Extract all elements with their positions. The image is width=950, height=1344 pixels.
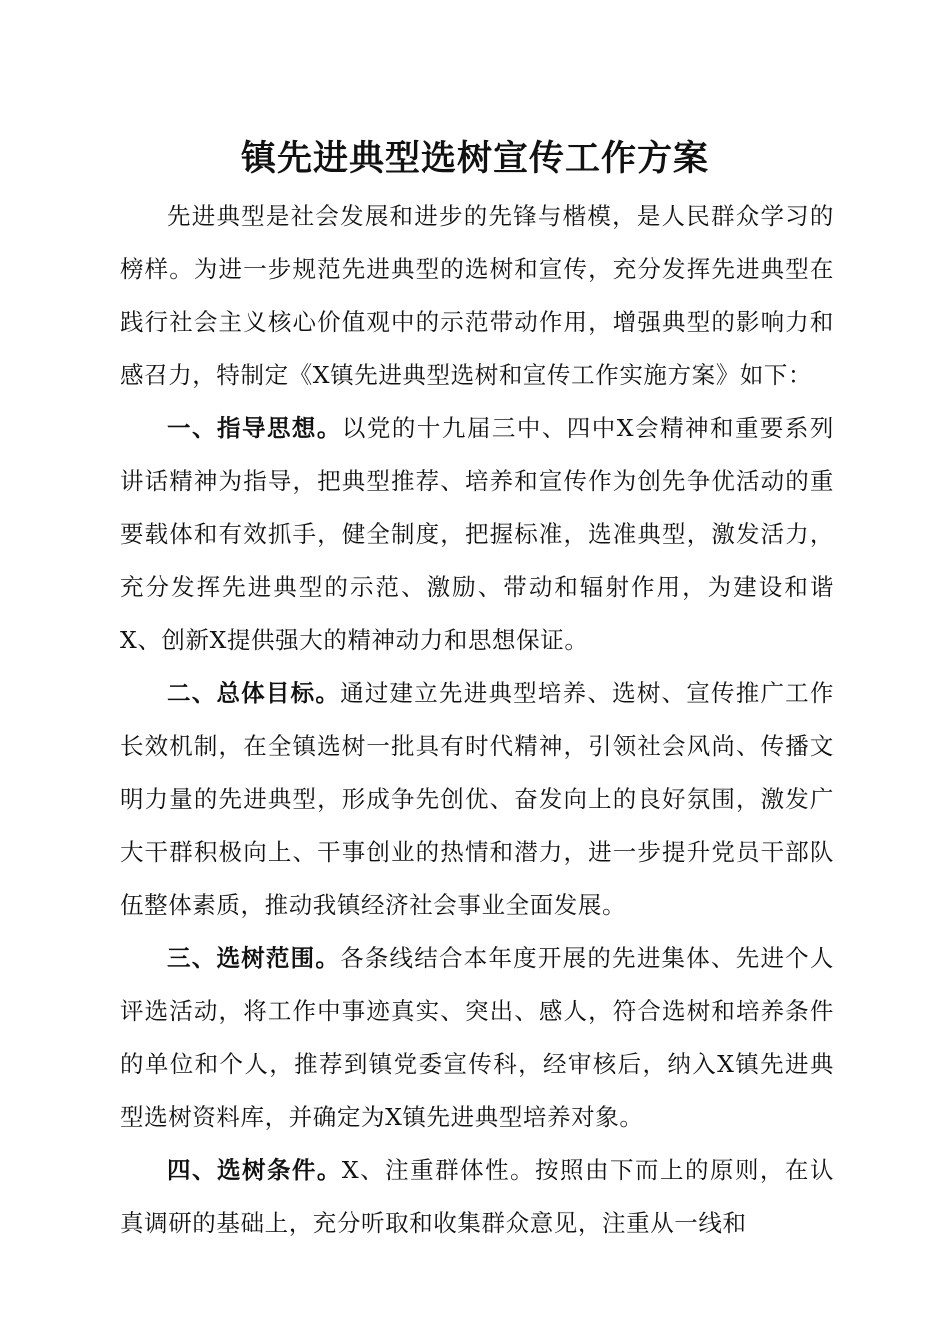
document-page [120,128,834,1250]
intro-paragraph: 先进典型是社会发展和进步的先锋与楷模，是人民群众学习的榜样。为进一步规范先进典型的选树和宣传，充分发挥先进典型在践行社会主义核心价值观中的示范带动作用，增强典型的影响力和感召力，特制定《X镇先进典型选树和宣传工作实施方案》如下： [120,202,834,389]
section-selection-criteria [120,1144,834,1250]
section-text: 通过建立先进典型培养、选树、宣传推广工作长效机制，在全镇选树一批具有时代精神，引领社会风尚、传播文明力量的先进典型，形成争先创优、奋发向上的良好氛围，激发广大干群积极向上、干事创业的热情和潜力，进一步提升党员干部队伍整体素质，推动我镇经济社会事业全面发展。 [120,679,835,919]
section-heading: 三、选树范围。 [167,944,341,972]
section-overall-goal [120,667,834,932]
document-title: 镇先进典型选树宣传工作方案 [240,138,709,179]
section-heading: 一、指导思想。 [167,414,342,442]
section-text: X、注重群体性。按照由下而上的原则，在认真调研的基础上，充分听取和收集群众意见，注重从一线和 [120,1156,835,1237]
section-text: 各条线结合本年度开展的先进集体、先进个人评选活动，将工作中事迹真实、突出、感人，符合选树和培养条件的单位和个人，推荐到镇党委宣传科，经审核后，纳入X镇先进典型选树资料库，并确定为X镇先进典型培养对象。 [120,944,835,1131]
section-guiding-ideology [120,402,834,667]
section-heading: 四、选树条件。 [167,1156,342,1184]
section-text: 以党的十九届三中、四中X会精神和重要系列讲话精神为指导，把典型推荐、培养和宣传作为创先争优活动的重要载体和有效抓手，健全制度，把握标准，选准典型，激发活力，充分发挥先进典型的示范、激励、带动和辐射作用，为建设和谐X、创新X提供强大的精神动力和思想保证。 [120,414,835,654]
section-heading: 二、总体目标。 [167,679,341,707]
section-selection-scope [120,932,834,1144]
